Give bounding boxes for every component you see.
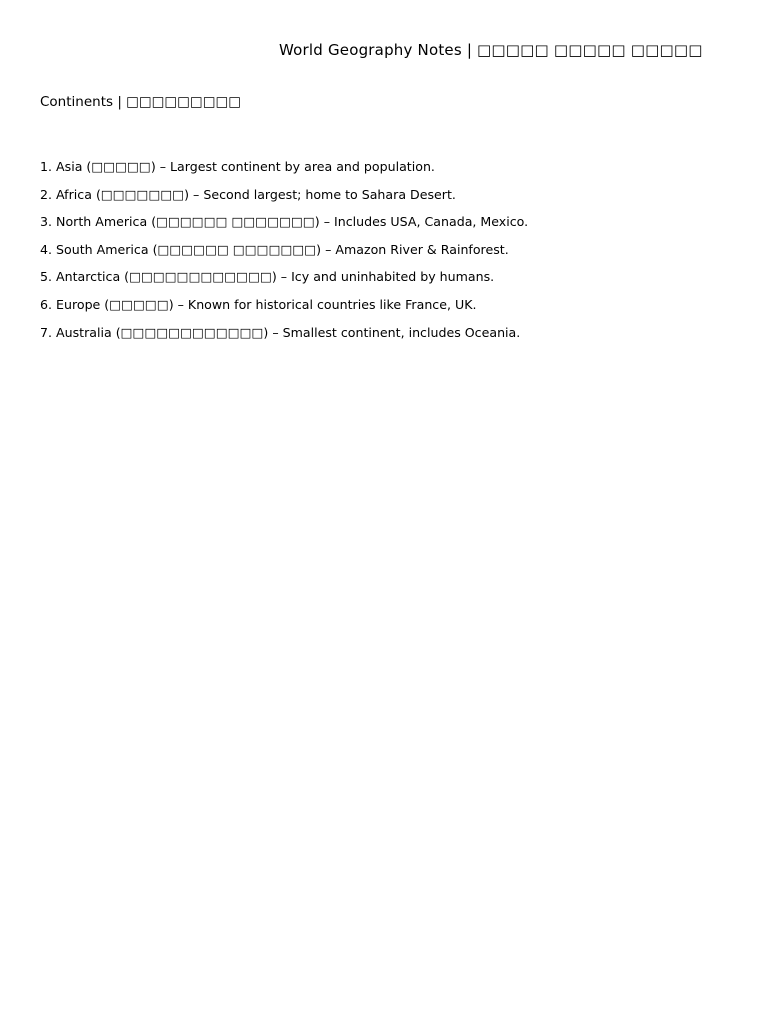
continent-list xyxy=(40,158,528,351)
list-item-africa: 2. Africa (□□□□□□□) – Second largest; home to Sahara Desert. xyxy=(40,186,456,202)
list-item-australia: 7. Australia (□□□□□□□□□□□□) – Smallest continent, includes Oceania. xyxy=(40,324,521,340)
list-item-south-america: 4. South America (□□□□□□ □□□□□□□) – Amazon River & Rainforest. xyxy=(40,241,509,257)
list-item-europe: 6. Europe (□□□□□) – Known for historical countries like France, UK. xyxy=(40,296,477,312)
document-title: World Geography Notes | □□□□□ □□□□□ □□□□□ xyxy=(279,41,703,59)
list-item-asia: 1. Asia (□□□□□) – Largest continent by area and population. xyxy=(40,159,435,174)
list-item-antarctica: 5. Antarctica (□□□□□□□□□□□□) – Icy and uninhabited by humans. xyxy=(40,269,495,285)
section-heading-continents: Continents | □□□□□□□□□ xyxy=(40,94,241,110)
list-item-north-america: 3. North America (□□□□□□ □□□□□□□) – Includes USA, Canada, Mexico. xyxy=(40,214,529,230)
